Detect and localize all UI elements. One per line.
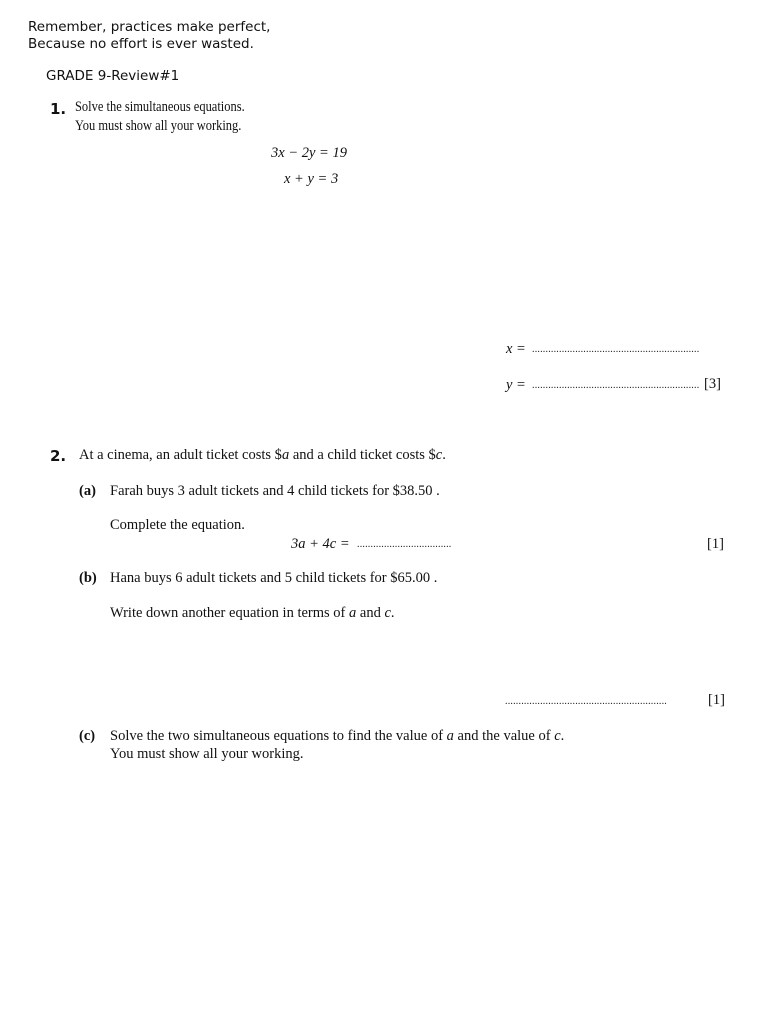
q1-instruction-1: Solve the simultaneous equations. bbox=[75, 99, 245, 115]
motto-line-2: Because no effort is ever wasted. bbox=[28, 36, 254, 52]
q1-instruction-2: You must show all your working. bbox=[75, 118, 242, 134]
q2c-line-1-end: . bbox=[560, 728, 565, 744]
q2b-instruction-end: . bbox=[390, 605, 395, 621]
q2b-var-c: c bbox=[384, 605, 391, 621]
q2b-instruction-and: and bbox=[356, 605, 385, 621]
q2-stem-end: . bbox=[442, 447, 446, 463]
q1-marks: [3] bbox=[704, 376, 721, 392]
q2c-line-2: You must show all your working. bbox=[110, 746, 304, 762]
q2c-var-c: c bbox=[554, 728, 561, 744]
q1-equation-1 bbox=[271, 145, 347, 162]
q1-equation-1-text: 3x − 2y = 19 bbox=[271, 145, 347, 161]
q2a-answer-line[interactable]: ................................... bbox=[357, 539, 452, 550]
q1-equation-2-text: x + y = 3 bbox=[284, 171, 339, 187]
q2-number: 2. bbox=[50, 447, 67, 465]
q2b-answer-line[interactable]: ............................................................ bbox=[505, 696, 667, 707]
q2-stem-part2: and a child ticket costs $ bbox=[289, 447, 436, 463]
q2b-instruction-part1: Write down another equation in terms of bbox=[110, 605, 350, 621]
q2a-label: (a) bbox=[79, 483, 96, 499]
page-title: GRADE 9-Review#1 bbox=[46, 68, 180, 84]
q2b-label: (b) bbox=[79, 570, 97, 586]
motto-line-1: Remember, practices make perfect, bbox=[28, 19, 271, 35]
q1-equation-2 bbox=[284, 171, 338, 188]
q2a-equation-left: 3a + 4c = bbox=[291, 536, 350, 552]
q2b-instruction bbox=[110, 605, 395, 622]
q2c-line-1-part1: Solve the two simultaneous equations to find the value of bbox=[110, 728, 447, 744]
q2c-label: (c) bbox=[79, 728, 96, 744]
q2b-text: Hana buys 6 adult tickets and 5 child tickets for $65.00 . bbox=[110, 570, 438, 586]
q2-stem-var-c: c bbox=[435, 447, 443, 463]
q2a-instruction: Complete the equation. bbox=[110, 517, 245, 533]
q2-stem-var-a: a bbox=[281, 447, 290, 463]
q2-stem-part1: At a cinema, an adult ticket costs $ bbox=[79, 447, 282, 463]
q2c-line-1 bbox=[110, 728, 564, 745]
q1-answer-y-line[interactable]: .............................................................. bbox=[532, 380, 700, 391]
q2c-line-1-and: and the value of bbox=[453, 728, 555, 744]
q2b-var-a: a bbox=[349, 605, 357, 621]
q1-answer-x-label: x = bbox=[506, 341, 526, 357]
q2a-text: Farah buys 3 adult tickets and 4 child tickets for $38.50 . bbox=[110, 483, 440, 499]
q1-answer-y-label: y = bbox=[506, 377, 526, 393]
q2-stem bbox=[79, 447, 446, 464]
q1-answer-x-line[interactable]: .............................................................. bbox=[532, 344, 700, 355]
q2b-marks: [1] bbox=[708, 692, 725, 708]
q2a-marks: [1] bbox=[707, 536, 724, 552]
q2c-var-a: a bbox=[446, 728, 454, 744]
q1-number: 1. bbox=[50, 100, 67, 118]
